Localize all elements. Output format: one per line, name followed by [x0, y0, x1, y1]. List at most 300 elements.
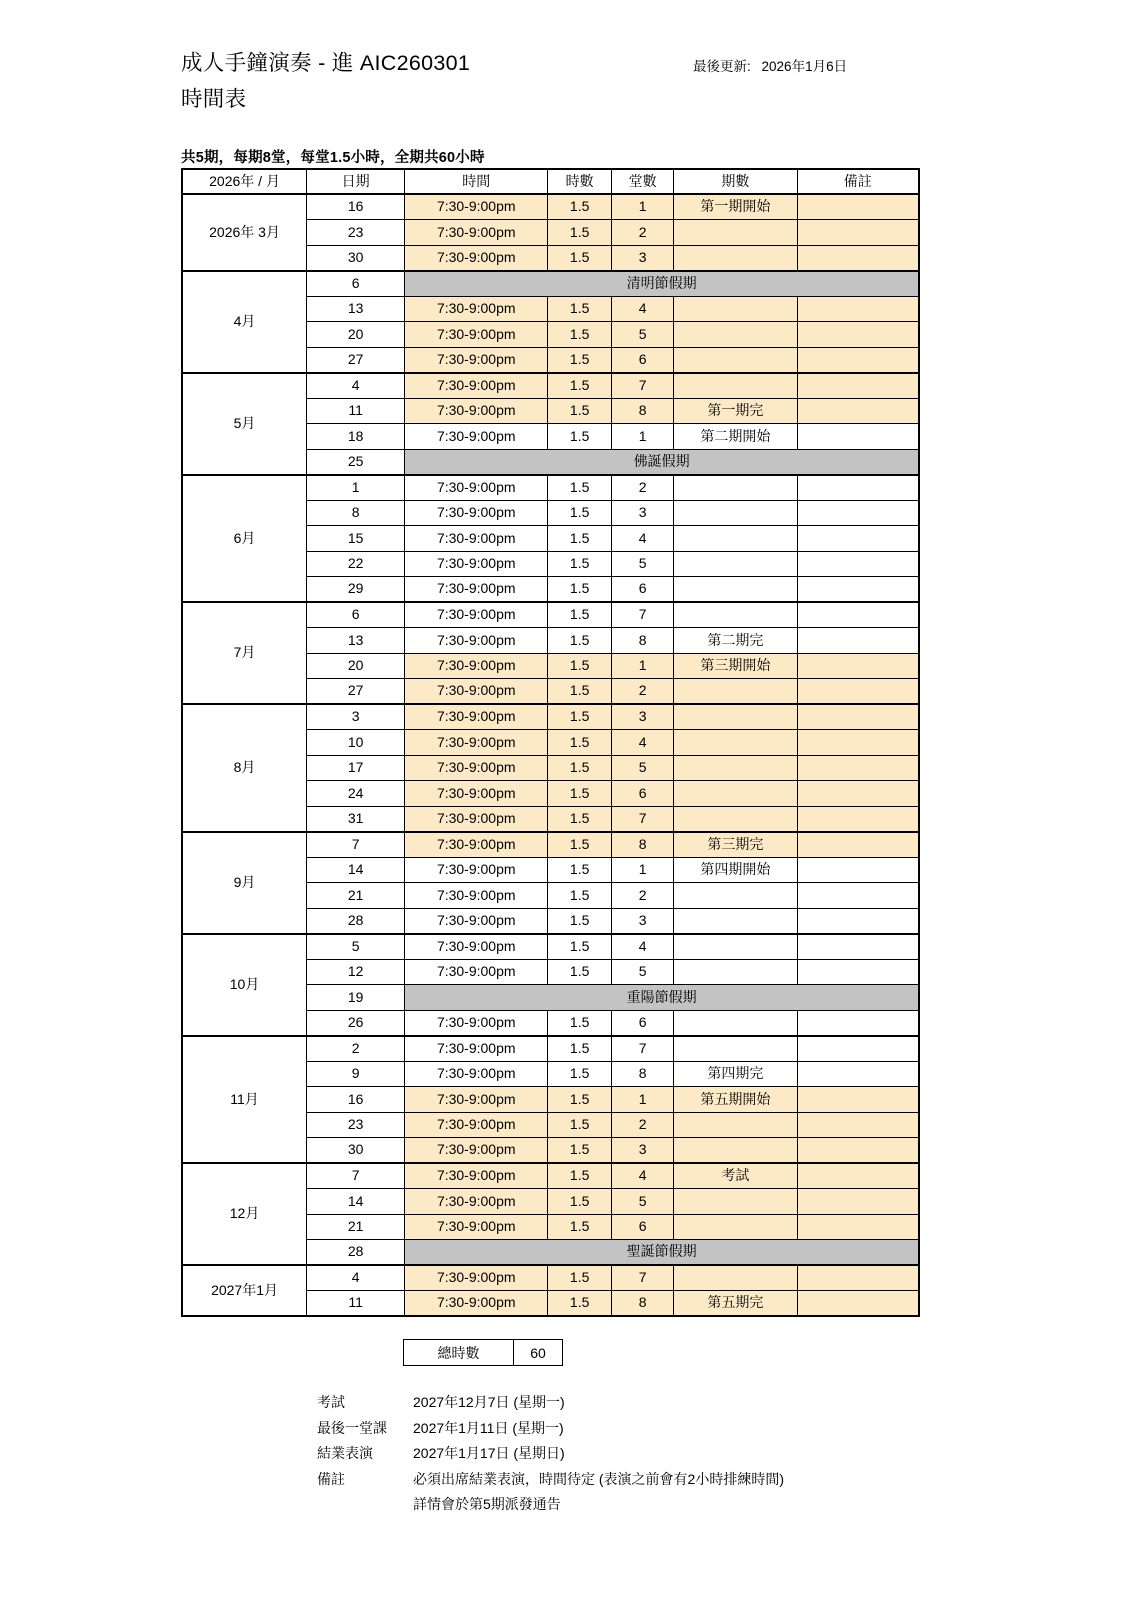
term-cell: [674, 1138, 797, 1164]
footer-note-row: [317, 1392, 784, 1412]
day-cell: 31: [307, 806, 405, 832]
day-cell: 17: [307, 755, 405, 781]
note-cell: [797, 424, 919, 450]
term-cell: [674, 1265, 797, 1291]
hours-cell: 1.5: [548, 806, 612, 832]
hours-cell: 1.5: [548, 398, 612, 424]
time-cell: 7:30-9:00pm: [405, 653, 548, 679]
column-header-2: 時間: [405, 169, 548, 194]
footer-note-row: [317, 1469, 784, 1489]
note-cell: [797, 883, 919, 909]
footer-note-value: 2027年1月11日 (星期一): [413, 1419, 564, 1436]
term-cell: 第二期開始: [674, 424, 797, 450]
time-cell: 7:30-9:00pm: [405, 322, 548, 348]
session-cell: 5: [611, 755, 673, 781]
term-cell: 第三期開始: [674, 653, 797, 679]
session-cell: 8: [611, 1291, 673, 1317]
day-cell: 15: [307, 526, 405, 552]
footer-note-row: [317, 1418, 784, 1438]
day-cell: 14: [307, 857, 405, 883]
term-cell: 第四期開始: [674, 857, 797, 883]
hours-cell: 1.5: [548, 1291, 612, 1317]
day-cell: 29: [307, 577, 405, 603]
day-cell: 7: [307, 1163, 405, 1189]
time-cell: 7:30-9:00pm: [405, 755, 548, 781]
table-row: [182, 832, 919, 858]
hours-cell: 1.5: [548, 424, 612, 450]
term-cell: 考試: [674, 1163, 797, 1189]
note-cell: [797, 245, 919, 271]
session-cell: 8: [611, 1061, 673, 1087]
footer-note-value: 2027年12月7日 (星期一): [413, 1394, 565, 1410]
day-cell: 30: [307, 1138, 405, 1164]
month-label: 2027年1月: [182, 1265, 307, 1316]
session-cell: 3: [611, 500, 673, 526]
page-title: 成人手鐘演奏 - 進 AIC260301: [181, 51, 471, 75]
note-cell: [797, 908, 919, 934]
hours-cell: 1.5: [548, 577, 612, 603]
term-cell: [674, 755, 797, 781]
hours-cell: 1.5: [548, 628, 612, 654]
hours-cell: 1.5: [548, 1087, 612, 1113]
time-cell: 7:30-9:00pm: [405, 424, 548, 450]
session-cell: 7: [611, 1265, 673, 1291]
day-cell: 2: [307, 1036, 405, 1062]
note-cell: [797, 398, 919, 424]
hours-cell: 1.5: [548, 1189, 612, 1215]
note-cell: [797, 602, 919, 628]
time-cell: 7:30-9:00pm: [405, 245, 548, 271]
time-cell: 7:30-9:00pm: [405, 1010, 548, 1036]
month-label: 4月: [182, 271, 307, 373]
time-cell: 7:30-9:00pm: [405, 832, 548, 858]
table-row: [182, 373, 919, 399]
table-row: [182, 1265, 919, 1291]
time-cell: 7:30-9:00pm: [405, 857, 548, 883]
day-cell: 11: [307, 1291, 405, 1317]
hours-cell: 1.5: [548, 1138, 612, 1164]
note-cell: [797, 679, 919, 705]
day-cell: 16: [307, 194, 405, 220]
table-row: [182, 1036, 919, 1062]
note-cell: [797, 475, 919, 501]
note-cell: [797, 730, 919, 756]
hours-cell: 1.5: [548, 755, 612, 781]
column-header-3: 時數: [548, 169, 612, 194]
session-cell: 4: [611, 296, 673, 322]
note-cell: [797, 551, 919, 577]
hours-cell: 1.5: [548, 959, 612, 985]
holiday-cell: 重陽節假期: [405, 985, 919, 1011]
time-cell: 7:30-9:00pm: [405, 704, 548, 730]
month-label: 10月: [182, 934, 307, 1036]
session-cell: 1: [611, 424, 673, 450]
time-cell: 7:30-9:00pm: [405, 1138, 548, 1164]
day-cell: 18: [307, 424, 405, 450]
day-cell: 12: [307, 959, 405, 985]
term-cell: [674, 1112, 797, 1138]
hours-cell: 1.5: [548, 526, 612, 552]
time-cell: 7:30-9:00pm: [405, 475, 548, 501]
time-cell: 7:30-9:00pm: [405, 500, 548, 526]
hours-cell: 1.5: [548, 475, 612, 501]
day-cell: 3: [307, 704, 405, 730]
table-header-row: [182, 169, 919, 194]
month-label: 6月: [182, 475, 307, 603]
day-cell: 27: [307, 679, 405, 705]
note-cell: [797, 1087, 919, 1113]
hours-cell: 1.5: [548, 1010, 612, 1036]
time-cell: 7:30-9:00pm: [405, 602, 548, 628]
day-cell: 21: [307, 1214, 405, 1240]
hours-cell: 1.5: [548, 1036, 612, 1062]
hours-cell: 1.5: [548, 1214, 612, 1240]
day-cell: 20: [307, 653, 405, 679]
time-cell: 7:30-9:00pm: [405, 1061, 548, 1087]
footer-notes: [317, 1392, 784, 1514]
page-header: [181, 48, 971, 114]
hours-cell: 1.5: [548, 730, 612, 756]
day-cell: 28: [307, 1240, 405, 1266]
term-cell: [674, 679, 797, 705]
day-cell: 24: [307, 781, 405, 807]
hours-cell: 1.5: [548, 1163, 612, 1189]
hours-cell: 1.5: [548, 704, 612, 730]
title-block: [181, 48, 681, 114]
note-cell: [797, 347, 919, 373]
note-cell: [797, 959, 919, 985]
time-cell: 7:30-9:00pm: [405, 628, 548, 654]
term-cell: 第一期完: [674, 398, 797, 424]
note-cell: [797, 1112, 919, 1138]
hours-cell: 1.5: [548, 347, 612, 373]
time-cell: 7:30-9:00pm: [405, 398, 548, 424]
time-cell: 7:30-9:00pm: [405, 194, 548, 220]
time-cell: 7:30-9:00pm: [405, 1087, 548, 1113]
note-cell: [797, 1265, 919, 1291]
day-cell: 21: [307, 883, 405, 909]
hours-cell: 1.5: [548, 245, 612, 271]
session-cell: 6: [611, 1214, 673, 1240]
table-row: [182, 1163, 919, 1189]
term-cell: [674, 908, 797, 934]
time-cell: 7:30-9:00pm: [405, 908, 548, 934]
total-label: 總時數: [404, 1340, 514, 1366]
term-cell: 第三期完: [674, 832, 797, 858]
session-cell: 6: [611, 781, 673, 807]
footer-note-value: 2027年1月17日 (星期日): [413, 1445, 565, 1461]
time-cell: 7:30-9:00pm: [405, 1189, 548, 1215]
time-cell: 7:30-9:00pm: [405, 526, 548, 552]
day-cell: 14: [307, 1189, 405, 1215]
day-cell: 9: [307, 1061, 405, 1087]
session-cell: 3: [611, 245, 673, 271]
time-cell: 7:30-9:00pm: [405, 934, 548, 960]
note-cell: [797, 500, 919, 526]
month-label: 2026年 3月: [182, 194, 307, 271]
note-cell: [797, 526, 919, 552]
total-hours-table: [403, 1339, 563, 1366]
hours-cell: 1.5: [548, 194, 612, 220]
hours-cell: 1.5: [548, 551, 612, 577]
session-cell: 3: [611, 704, 673, 730]
day-cell: 28: [307, 908, 405, 934]
term-cell: [674, 1010, 797, 1036]
hours-cell: 1.5: [548, 602, 612, 628]
session-cell: 4: [611, 1163, 673, 1189]
total-hours-wrapper: [403, 1339, 563, 1366]
session-cell: 8: [611, 832, 673, 858]
day-cell: 7: [307, 832, 405, 858]
table-row: [182, 475, 919, 501]
hours-cell: 1.5: [548, 1112, 612, 1138]
term-cell: [674, 220, 797, 246]
term-cell: [674, 883, 797, 909]
time-cell: 7:30-9:00pm: [405, 1112, 548, 1138]
day-cell: 16: [307, 1087, 405, 1113]
session-cell: 1: [611, 194, 673, 220]
note-cell: [797, 857, 919, 883]
column-header-6: 備註: [797, 169, 919, 194]
note-cell: [797, 1189, 919, 1215]
term-cell: [674, 551, 797, 577]
session-cell: 7: [611, 806, 673, 832]
term-cell: [674, 322, 797, 348]
session-cell: 4: [611, 526, 673, 552]
term-cell: [674, 296, 797, 322]
note-cell: [797, 194, 919, 220]
note-cell: [797, 220, 919, 246]
time-cell: 7:30-9:00pm: [405, 220, 548, 246]
day-cell: 4: [307, 1265, 405, 1291]
day-cell: 13: [307, 296, 405, 322]
session-cell: 2: [611, 220, 673, 246]
day-cell: 4: [307, 373, 405, 399]
note-cell: [797, 934, 919, 960]
month-label: 7月: [182, 602, 307, 704]
last-updated-label: 最後更新:: [693, 59, 751, 74]
time-cell: 7:30-9:00pm: [405, 1265, 548, 1291]
hours-cell: 1.5: [548, 500, 612, 526]
last-updated: [693, 55, 847, 75]
session-cell: 4: [611, 730, 673, 756]
session-cell: 1: [611, 857, 673, 883]
term-cell: 第五期開始: [674, 1087, 797, 1113]
time-cell: 7:30-9:00pm: [405, 373, 548, 399]
session-cell: 2: [611, 679, 673, 705]
note-cell: [797, 577, 919, 603]
day-cell: 11: [307, 398, 405, 424]
term-cell: [674, 730, 797, 756]
note-cell: [797, 628, 919, 654]
term-cell: [674, 245, 797, 271]
session-cell: 7: [611, 1036, 673, 1062]
note-cell: [797, 781, 919, 807]
note-cell: [797, 1036, 919, 1062]
hours-cell: 1.5: [548, 373, 612, 399]
footer-note-label: 最後一堂課: [317, 1419, 387, 1436]
session-cell: 6: [611, 1010, 673, 1036]
hours-cell: 1.5: [548, 296, 612, 322]
session-cell: 2: [611, 883, 673, 909]
time-cell: 7:30-9:00pm: [405, 679, 548, 705]
table-row: [182, 194, 919, 220]
note-cell: [797, 704, 919, 730]
time-cell: 7:30-9:00pm: [405, 806, 548, 832]
note-cell: [797, 755, 919, 781]
term-cell: [674, 602, 797, 628]
term-cell: [674, 475, 797, 501]
term-cell: [674, 373, 797, 399]
hours-cell: 1.5: [548, 883, 612, 909]
holiday-cell: 聖誕節假期: [405, 1240, 919, 1266]
column-header-5: 期數: [674, 169, 797, 194]
time-cell: 7:30-9:00pm: [405, 577, 548, 603]
note-cell: [797, 373, 919, 399]
time-cell: 7:30-9:00pm: [405, 959, 548, 985]
hours-cell: 1.5: [548, 1061, 612, 1087]
term-cell: [674, 959, 797, 985]
table-row: [182, 271, 919, 297]
time-cell: 7:30-9:00pm: [405, 730, 548, 756]
hours-cell: 1.5: [548, 781, 612, 807]
course-summary: 共5期，每期8堂，每堂1.5小時，全期共60小時: [181, 150, 485, 166]
note-cell: [797, 653, 919, 679]
term-cell: 第二期完: [674, 628, 797, 654]
session-cell: 2: [611, 475, 673, 501]
hours-cell: 1.5: [548, 832, 612, 858]
footer-note-extra: 詳情會於第5期派發通告: [413, 1496, 561, 1512]
note-cell: [797, 322, 919, 348]
day-cell: 22: [307, 551, 405, 577]
session-cell: 6: [611, 577, 673, 603]
session-cell: 5: [611, 322, 673, 348]
time-cell: 7:30-9:00pm: [405, 1291, 548, 1317]
term-cell: [674, 577, 797, 603]
last-updated-value: 2026年1月6日: [761, 59, 848, 74]
hours-cell: 1.5: [548, 908, 612, 934]
hours-cell: 1.5: [548, 857, 612, 883]
note-cell: [797, 1061, 919, 1087]
time-cell: 7:30-9:00pm: [405, 883, 548, 909]
day-cell: 23: [307, 220, 405, 246]
column-header-1: 日期: [307, 169, 405, 194]
month-label: 5月: [182, 373, 307, 475]
time-cell: 7:30-9:00pm: [405, 1214, 548, 1240]
time-cell: 7:30-9:00pm: [405, 1036, 548, 1062]
term-cell: [674, 1036, 797, 1062]
footer-note-label: 結業表演: [317, 1445, 373, 1461]
hours-cell: 1.5: [548, 934, 612, 960]
table-body: [182, 194, 919, 1316]
day-cell: 26: [307, 1010, 405, 1036]
footer-note-label: 備註: [317, 1470, 345, 1487]
table-row: [182, 704, 919, 730]
day-cell: 20: [307, 322, 405, 348]
note-cell: [797, 1291, 919, 1317]
day-cell: 1: [307, 475, 405, 501]
session-cell: 8: [611, 628, 673, 654]
month-label: 8月: [182, 704, 307, 832]
note-cell: [797, 1214, 919, 1240]
note-cell: [797, 806, 919, 832]
term-cell: [674, 806, 797, 832]
term-cell: 第五期完: [674, 1291, 797, 1317]
day-cell: 23: [307, 1112, 405, 1138]
total-value: 60: [514, 1340, 563, 1366]
schedule-table-wrapper: [181, 168, 920, 1317]
hours-cell: 1.5: [548, 220, 612, 246]
total-row: [404, 1340, 563, 1366]
hours-cell: 1.5: [548, 1265, 612, 1291]
table-row: [182, 934, 919, 960]
month-label: 11月: [182, 1036, 307, 1164]
time-cell: 7:30-9:00pm: [405, 781, 548, 807]
term-cell: [674, 704, 797, 730]
term-cell: [674, 1214, 797, 1240]
schedule-table: [181, 168, 920, 1317]
note-cell: [797, 296, 919, 322]
time-cell: 7:30-9:00pm: [405, 551, 548, 577]
session-cell: 5: [611, 959, 673, 985]
session-cell: 5: [611, 551, 673, 577]
day-cell: 6: [307, 271, 405, 297]
footer-note-value: 必須出席結業表演，時間待定 (表演之前會有2小時排練時間): [413, 1470, 784, 1487]
time-cell: 7:30-9:00pm: [405, 347, 548, 373]
session-cell: 3: [611, 1138, 673, 1164]
term-cell: [674, 526, 797, 552]
table-row: [182, 602, 919, 628]
month-label: 9月: [182, 832, 307, 934]
session-cell: 2: [611, 1112, 673, 1138]
session-cell: 3: [611, 908, 673, 934]
term-cell: 第一期開始: [674, 194, 797, 220]
holiday-cell: 清明節假期: [405, 271, 919, 297]
day-cell: 8: [307, 500, 405, 526]
hours-cell: 1.5: [548, 653, 612, 679]
session-cell: 7: [611, 602, 673, 628]
time-cell: 7:30-9:00pm: [405, 1163, 548, 1189]
note-cell: [797, 1138, 919, 1164]
hours-cell: 1.5: [548, 322, 612, 348]
page-subtitle: 時間表: [181, 87, 247, 111]
footer-note-row: [317, 1443, 784, 1463]
column-header-4: 堂數: [611, 169, 673, 194]
session-cell: 6: [611, 347, 673, 373]
term-cell: [674, 500, 797, 526]
session-cell: 8: [611, 398, 673, 424]
day-cell: 5: [307, 934, 405, 960]
table-head: [182, 169, 919, 194]
footer-note-label: 考試: [317, 1394, 345, 1410]
term-cell: [674, 347, 797, 373]
day-cell: 13: [307, 628, 405, 654]
term-cell: [674, 1189, 797, 1215]
holiday-cell: 佛誕假期: [405, 449, 919, 475]
session-cell: 4: [611, 934, 673, 960]
hours-cell: 1.5: [548, 679, 612, 705]
day-cell: 30: [307, 245, 405, 271]
session-cell: 1: [611, 1087, 673, 1113]
column-header-0: 2026年 / 月: [182, 169, 307, 194]
term-cell: [674, 781, 797, 807]
note-cell: [797, 832, 919, 858]
term-cell: 第四期完: [674, 1061, 797, 1087]
day-cell: 25: [307, 449, 405, 475]
day-cell: 27: [307, 347, 405, 373]
day-cell: 19: [307, 985, 405, 1011]
session-cell: 5: [611, 1189, 673, 1215]
